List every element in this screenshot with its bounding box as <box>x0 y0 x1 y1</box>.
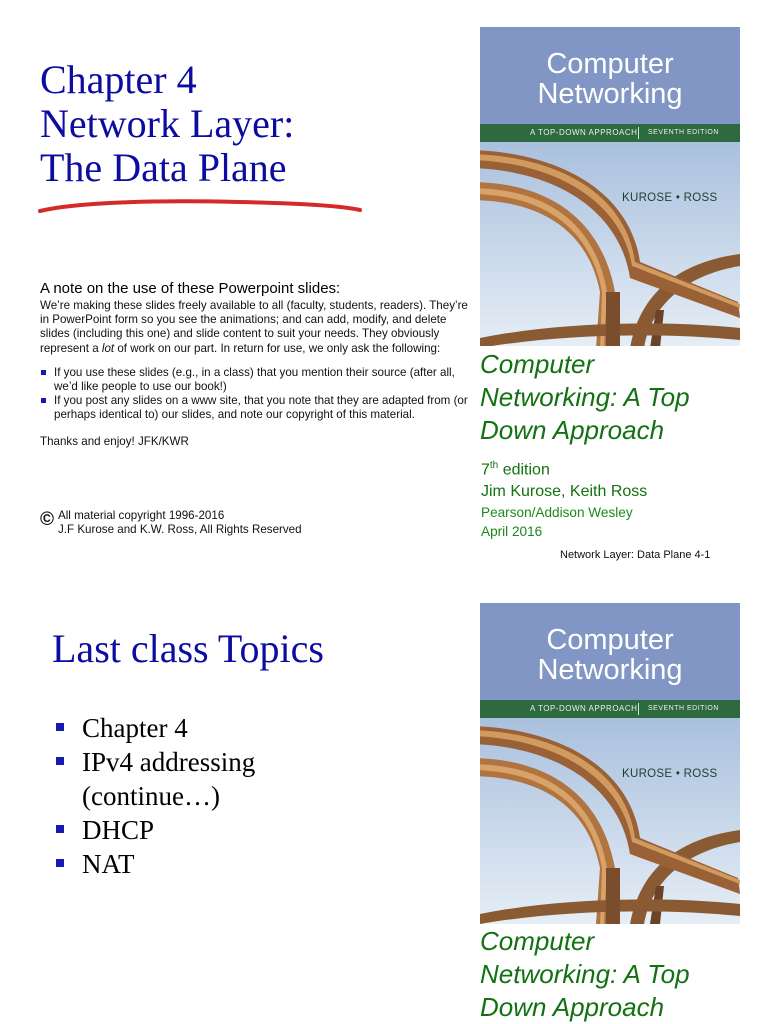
highway-overpass-illustration <box>480 142 740 346</box>
cover-title <box>480 49 740 109</box>
cover-band-divider <box>638 703 639 715</box>
edition-word: edition <box>498 461 550 479</box>
title-line: Chapter 4 <box>40 57 197 102</box>
note-bullet <box>40 394 472 422</box>
square-bullet-icon <box>41 398 46 403</box>
square-bullet-icon <box>56 723 64 731</box>
highway-overpass-illustration <box>480 718 740 924</box>
cover-authors: KUROSE • ROSS <box>622 768 718 780</box>
cover-subtitle: A TOP-DOWN APPROACH <box>530 704 638 713</box>
book-title-line: Down Approach <box>480 992 665 1022</box>
book-edition <box>481 460 550 479</box>
topic-text: IPv4 addressing <box>82 747 256 777</box>
cover-band <box>480 124 740 142</box>
slide-footer: Network Layer: Data Plane 4-1 <box>560 549 711 561</box>
book-title-line: Networking: A Top <box>480 382 690 412</box>
note-bullet-text: If you use these slides (e.g., in a class) that you mention their source (after all, we’d like people to use our book!) <box>54 365 455 394</box>
topic-text: (continue…) <box>82 781 220 811</box>
cover-title-line: Networking <box>537 78 683 110</box>
cover-title-line: Computer <box>546 624 674 656</box>
topic-item <box>56 813 255 847</box>
cover-title-line: Networking <box>537 654 683 686</box>
cover-band <box>480 700 740 718</box>
square-bullet-icon <box>56 757 64 765</box>
cover-title <box>480 625 740 685</box>
book-title <box>480 348 690 447</box>
slide-title: Last class Topics <box>52 626 324 671</box>
cover-title-line: Computer <box>546 48 674 80</box>
note-intro-part: of work on our part. In return for use, we only ask the following: <box>114 341 441 355</box>
note-bullet-list <box>40 366 472 423</box>
cover-edition: SEVENTH EDITION <box>648 129 719 136</box>
note-body <box>40 299 472 449</box>
book-authors: Jim Kurose, Keith Ross <box>481 483 648 500</box>
note-thanks: Thanks and enjoy! JFK/KWR <box>40 434 189 448</box>
book-title <box>480 925 690 1024</box>
square-bullet-icon <box>56 825 64 833</box>
topic-item <box>56 711 255 745</box>
topic-item <box>56 745 255 779</box>
book-title-line: Down Approach <box>480 415 665 445</box>
cover-authors: KUROSE • ROSS <box>622 192 718 204</box>
note-intro-emphasis: lot <box>101 341 115 355</box>
note-bullet <box>40 366 472 394</box>
topic-item <box>56 847 255 881</box>
square-bullet-icon <box>41 370 46 375</box>
cover-edition: SEVENTH EDITION <box>648 705 719 712</box>
copyright-text <box>58 509 302 536</box>
red-underline-stroke <box>38 196 368 220</box>
slide-2 <box>0 583 768 1024</box>
title-line: The Data Plane <box>40 145 287 190</box>
book-cover <box>480 603 740 924</box>
note-heading: A note on the use of these Powerpoint slides: <box>40 280 341 297</box>
topic-item-continuation <box>56 779 255 813</box>
slide-title <box>40 58 294 190</box>
topic-text: Chapter 4 <box>82 713 188 743</box>
copyright-line: J.F Kurose and K.W. Ross, All Rights Reserved <box>58 522 302 536</box>
copyright-line: All material copyright 1996-2016 <box>58 509 225 522</box>
note-intro <box>40 299 472 356</box>
book-title-line: Networking: A Top <box>480 959 690 989</box>
note-bullet-text: If you post any slides on a www site, that you note that they are adapted from (or perhaps identical to) our slides, and note our copyright of this material. <box>54 394 468 422</box>
copyright-icon: © <box>40 509 54 530</box>
title-line: Network Layer: <box>40 101 295 146</box>
cover-subtitle: A TOP-DOWN APPROACH <box>530 128 638 137</box>
book-title-line: Computer <box>480 349 595 379</box>
copyright-notice <box>40 509 302 536</box>
book-title-line: Computer <box>480 926 595 956</box>
cover-band-divider <box>638 127 639 139</box>
note-intro-part: We’re making these slides freely available to all (faculty, students, readers). They’re in PowerPoint form so you see the animations; and can add, modify, and delete slides (including this one) and slide content to suit your needs. They obviously represent a <box>40 299 468 355</box>
book-date: April 2016 <box>481 524 543 539</box>
square-bullet-icon <box>56 859 64 867</box>
topic-text: NAT <box>82 849 135 879</box>
book-cover <box>480 27 740 346</box>
topic-text: DHCP <box>82 815 155 845</box>
edition-number: 7 <box>481 461 490 479</box>
topic-list <box>56 711 255 881</box>
edition-suffix: th <box>489 460 499 471</box>
book-publisher: Pearson/Addison Wesley <box>481 505 633 520</box>
